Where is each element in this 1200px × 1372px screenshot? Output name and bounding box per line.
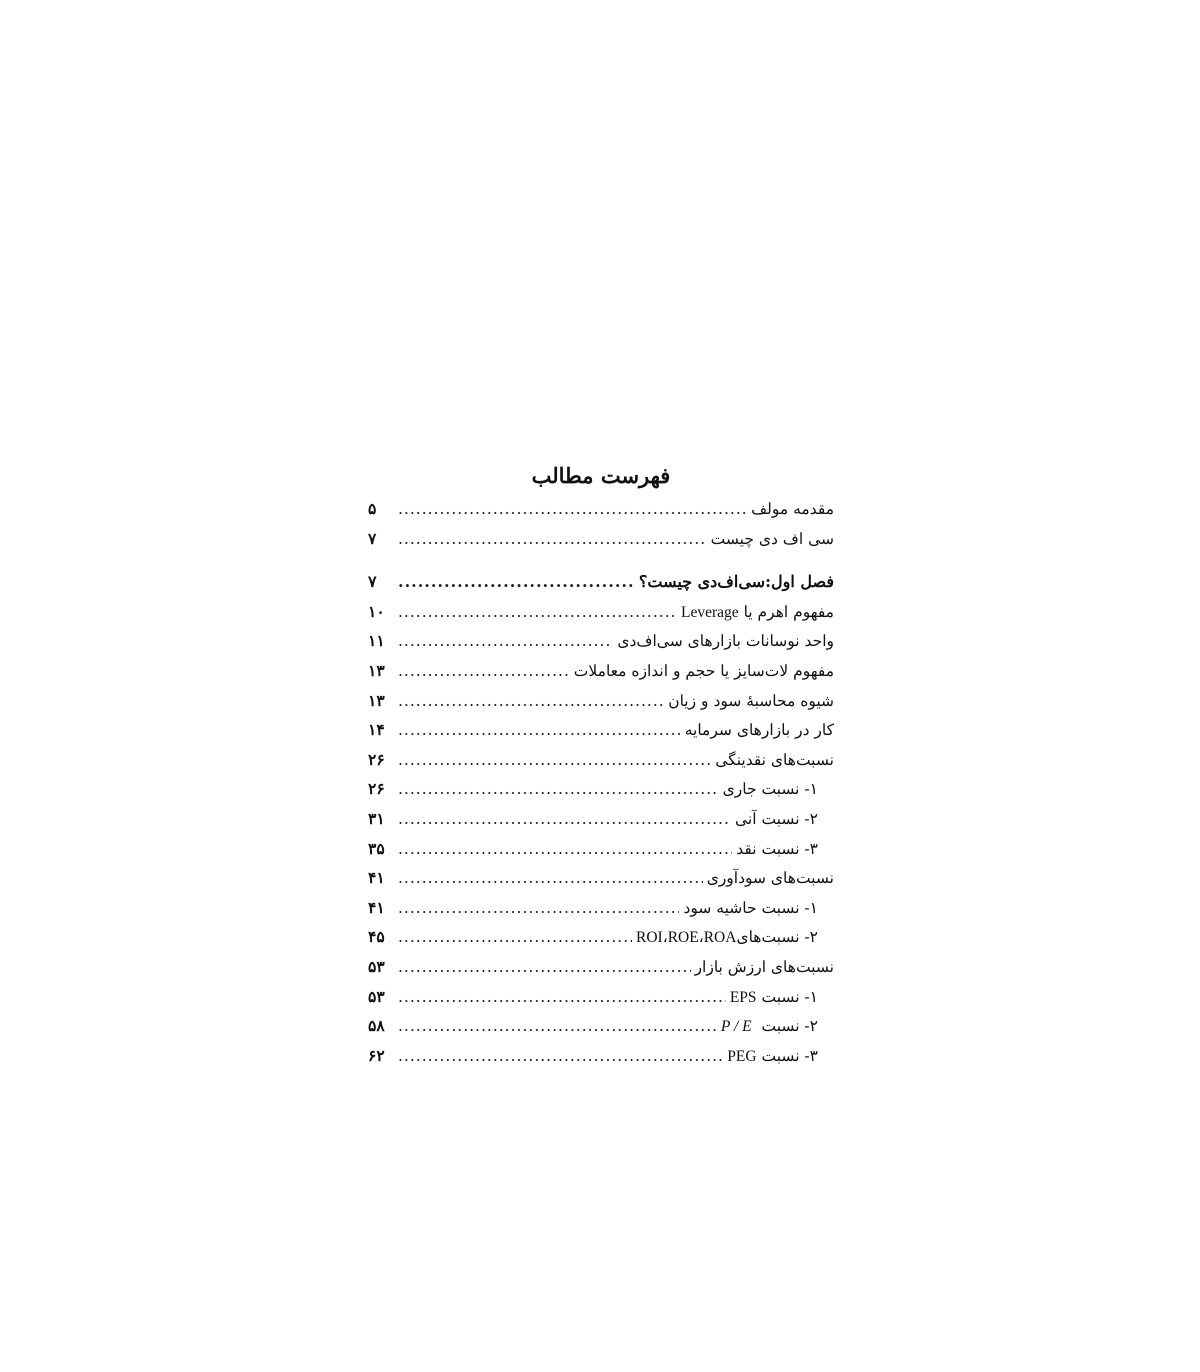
toc-entry-label-en: EPS — [729, 988, 757, 1006]
toc-entry-page: ۷ — [368, 572, 377, 592]
toc-entry-label — [677, 598, 834, 628]
toc-entry-label: شیوه محاسبهٔ سود و زیان — [668, 691, 834, 710]
dot-leader — [398, 627, 613, 657]
toc-subentry — [368, 922, 834, 952]
dot-leader — [398, 746, 711, 776]
toc-entry-label-fa: ۲- نسبت‌های — [736, 928, 818, 947]
toc-entry-label: ۳- نسبت نقد — [736, 839, 818, 858]
dot-leader — [398, 775, 719, 805]
toc-entry — [368, 597, 834, 627]
dot-leader — [398, 495, 747, 525]
toc-entry — [368, 494, 834, 524]
toc-entry — [368, 745, 834, 775]
toc-entry-page: ۳۱ — [368, 808, 385, 828]
toc-entry-label-en: Leverage — [680, 603, 739, 621]
toc-entry-label: نسبت‌های سودآوری — [706, 869, 834, 888]
toc-entry-label: نسبت‌های نقدینگی — [715, 750, 834, 769]
toc-entry-page: ۶۲ — [368, 1045, 385, 1065]
toc-entry-label: نسبت‌های ارزش بازار — [694, 957, 834, 976]
toc-entry-page: ۱۳ — [368, 660, 385, 680]
toc-entry-label: واحد نوسانات بازارهای سی‌اف‌دی — [617, 632, 834, 651]
dot-leader — [398, 1042, 723, 1072]
toc-entry-label: مفهوم لات‌سایز یا حجم و اندازه معاملات — [573, 661, 834, 680]
dot-leader — [398, 1012, 717, 1042]
toc-entry — [368, 686, 834, 716]
toc-subentry — [368, 1041, 834, 1071]
toc-entry — [368, 952, 834, 982]
toc-entry-label: مقدمه مولف — [751, 500, 834, 518]
toc-chapter-entry — [368, 567, 834, 597]
toc-entry-label — [726, 983, 834, 1013]
toc-entry-label: ۲- نسبت آنی — [735, 809, 818, 828]
dot-leader — [398, 953, 691, 983]
dot-leader — [398, 657, 570, 687]
toc-entry-label-en: ROI،ROE،ROA — [636, 929, 737, 947]
toc-entry-page: ۵۳ — [368, 986, 385, 1006]
toc-entry-page: ۴۱ — [368, 897, 385, 917]
toc-subentry — [368, 893, 834, 923]
dot-leader — [398, 835, 732, 865]
toc-entry-label: ۱- نسبت حاشیه سود — [683, 898, 818, 917]
toc-subentry — [368, 1011, 834, 1041]
toc-entry-page: ۱۳ — [368, 690, 385, 710]
toc-entry-page: ۲۶ — [368, 749, 385, 769]
toc-entry — [368, 656, 834, 686]
toc-entry — [368, 626, 834, 656]
toc-entry — [368, 863, 834, 893]
dot-leader — [398, 525, 707, 555]
toc-subentry — [368, 774, 834, 804]
toc-entry-page: ۴۵ — [368, 927, 385, 947]
toc-entry — [368, 715, 834, 745]
toc-entry-label-fa: مفهوم اهرم یا — [743, 602, 834, 621]
toc-entry-label — [717, 1012, 834, 1042]
dot-leader — [398, 894, 679, 924]
dot-leader — [398, 805, 731, 835]
toc-entry-page: ۲۶ — [368, 779, 385, 799]
toc-entry-page: ۳۵ — [368, 838, 385, 858]
toc-entry-label: ۱- نسبت جاری — [722, 780, 818, 799]
toc-entry-page: ۷ — [368, 528, 377, 548]
toc-entry-label-en: P / E — [720, 1018, 752, 1036]
toc-entry-page: ۵۳ — [368, 956, 385, 976]
toc-title: فهرست مطالب — [531, 463, 671, 488]
dot-leader — [398, 716, 681, 746]
toc-entry-label-fa: ۳- نسبت — [761, 1046, 818, 1065]
toc-entry-page: ۱۰ — [368, 601, 385, 621]
toc-entry-label: فصل اول:سی‌اف‌دی چیست؟ — [638, 572, 834, 592]
toc-entry-label-en: PEG — [727, 1047, 757, 1065]
toc-entry-label: سی اف دی چیست — [710, 529, 834, 548]
toc-subentry — [368, 804, 834, 834]
dot-leader — [398, 598, 677, 628]
toc-subentry — [368, 982, 834, 1012]
toc-subentry — [368, 834, 834, 864]
toc-entry-label — [632, 923, 834, 953]
toc-entry-label: کار در بازارهای سرمایه — [684, 721, 834, 740]
dot-leader — [398, 983, 726, 1013]
dot-leader — [398, 864, 703, 894]
toc-entry-page: ۱۴ — [368, 720, 385, 740]
toc-entry-page: ۱۱ — [368, 631, 385, 651]
dot-leader — [398, 687, 664, 717]
dot-leader — [398, 923, 632, 953]
table-of-contents — [368, 458, 834, 1070]
toc-entry-label-fa: ۱- نسبت — [761, 987, 818, 1006]
toc-entry-page: ۴۱ — [368, 868, 385, 888]
dot-leader — [398, 567, 635, 597]
toc-entry — [368, 524, 834, 554]
toc-entry-page: ۵ — [368, 499, 377, 518]
toc-entry-label — [723, 1042, 834, 1072]
toc-entry-label-fa: ۲- نسبت — [761, 1017, 818, 1036]
toc-entry-page: ۵۸ — [368, 1016, 385, 1036]
